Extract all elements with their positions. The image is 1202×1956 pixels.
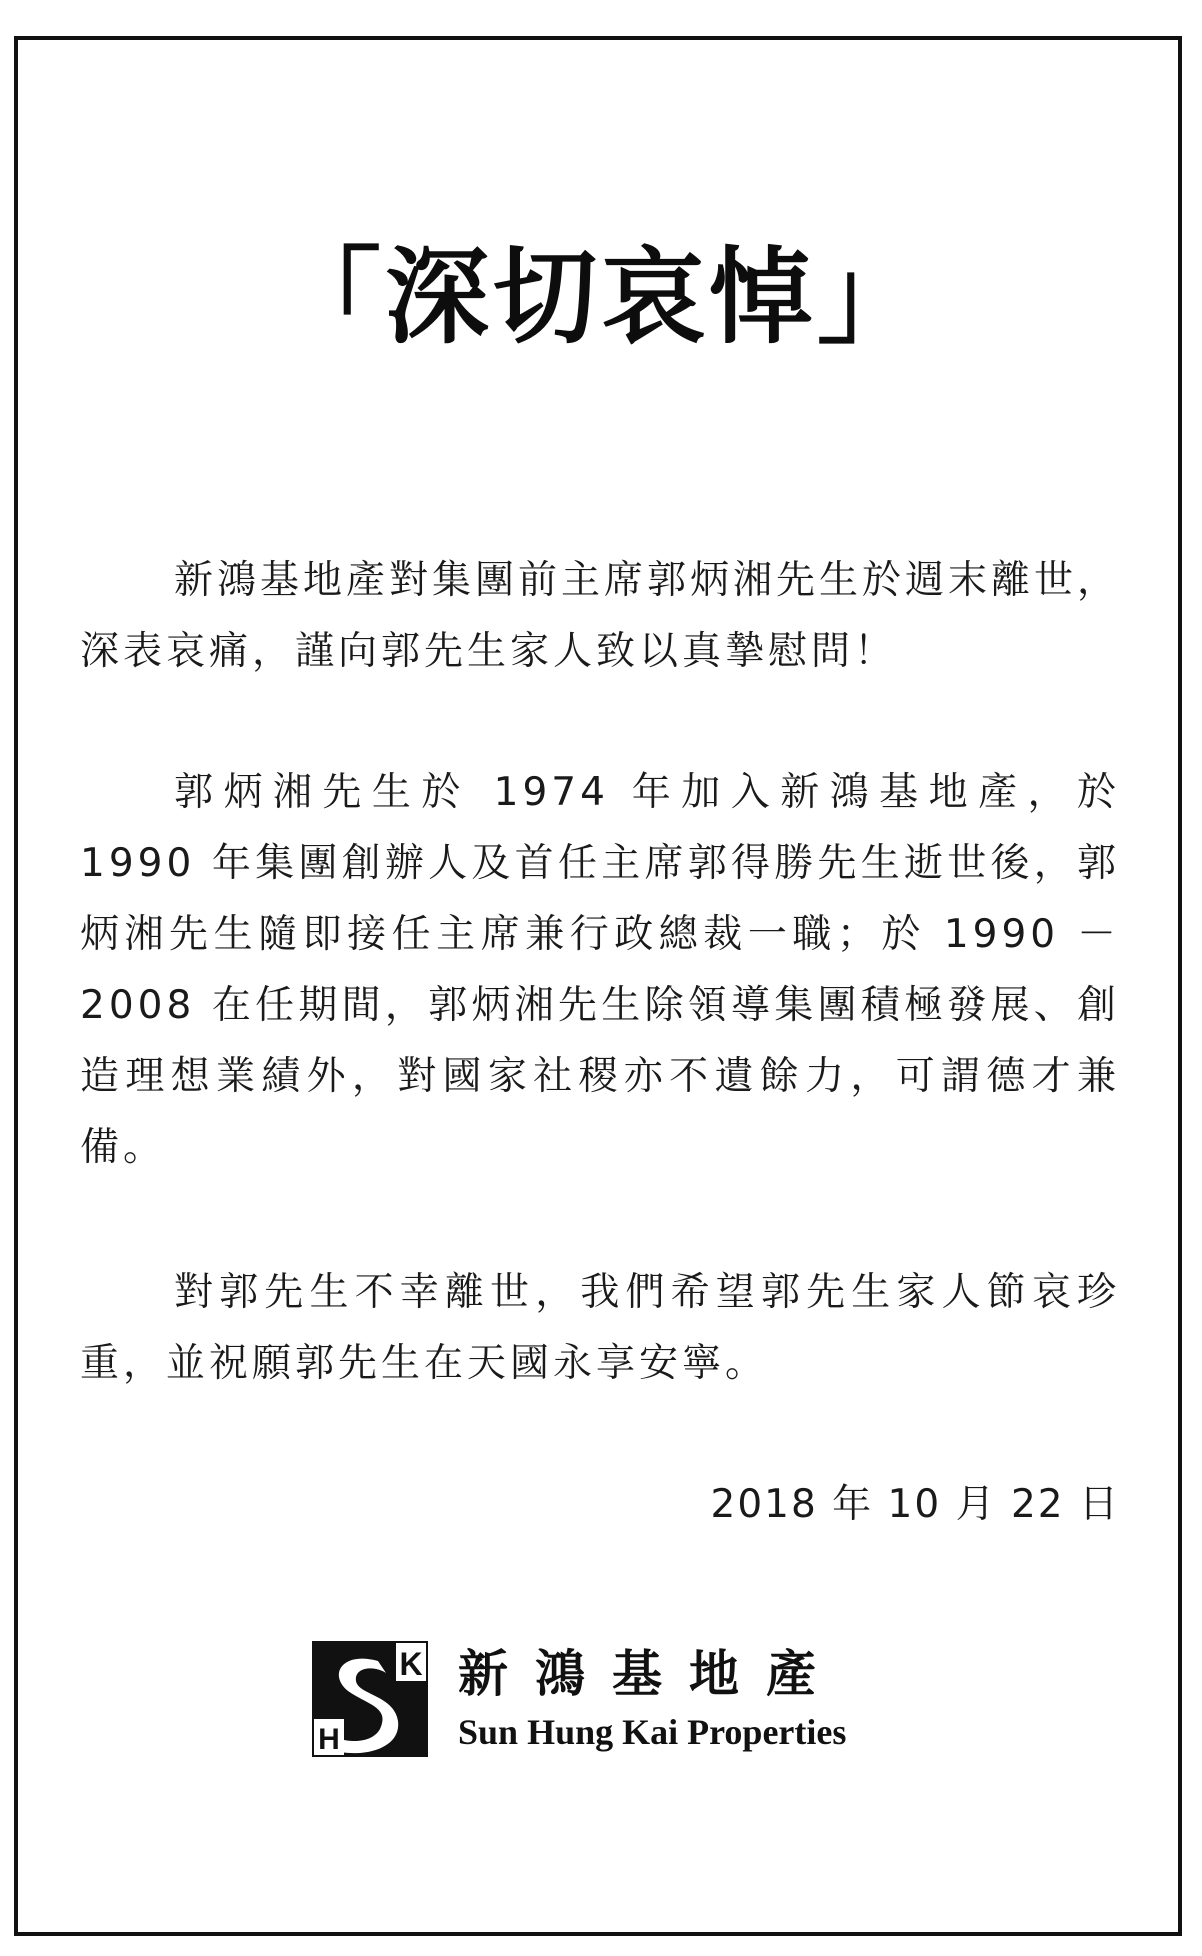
notice-headline: 「深切哀悼」 [276,236,925,358]
shk-logo-mark-icon [312,1641,428,1757]
company-name-chinese: 新鴻基地產 [458,1644,843,1703]
logo-letter-h: H [318,1723,340,1756]
logo-letter-k: K [399,1646,423,1682]
paragraph-wishes: 對郭先生不幸離世，我們希望郭先生家人節哀珍重，並祝願郭先生在天國永享安寧。 [80,1270,1120,1386]
paragraph-condolence: 新鴻基地產對集團前主席郭炳湘先生於週末離世，深表哀痛，謹向郭先生家人致以真摯慰問！ [80,558,1121,674]
notice-date: 2018 年 10 月 22 日 [710,1482,1120,1527]
company-name-english: Sun Hung Kai Properties [458,1712,847,1752]
paragraph-biography: 郭炳湘先生於 1974 年加入新鴻基地產，於 1990 年集團創辦人及首任主席郭得勝先生逝世後，郭炳湘先生隨即接任主席兼行政總裁一職；於 1990 － 2008 在任期間，郭炳湘先生除領導集團積極發展、創造理想業績外，對國家社稷亦不遺餘力，可謂德才兼備。 [80,770,1120,1170]
company-logo [312,1641,846,1757]
